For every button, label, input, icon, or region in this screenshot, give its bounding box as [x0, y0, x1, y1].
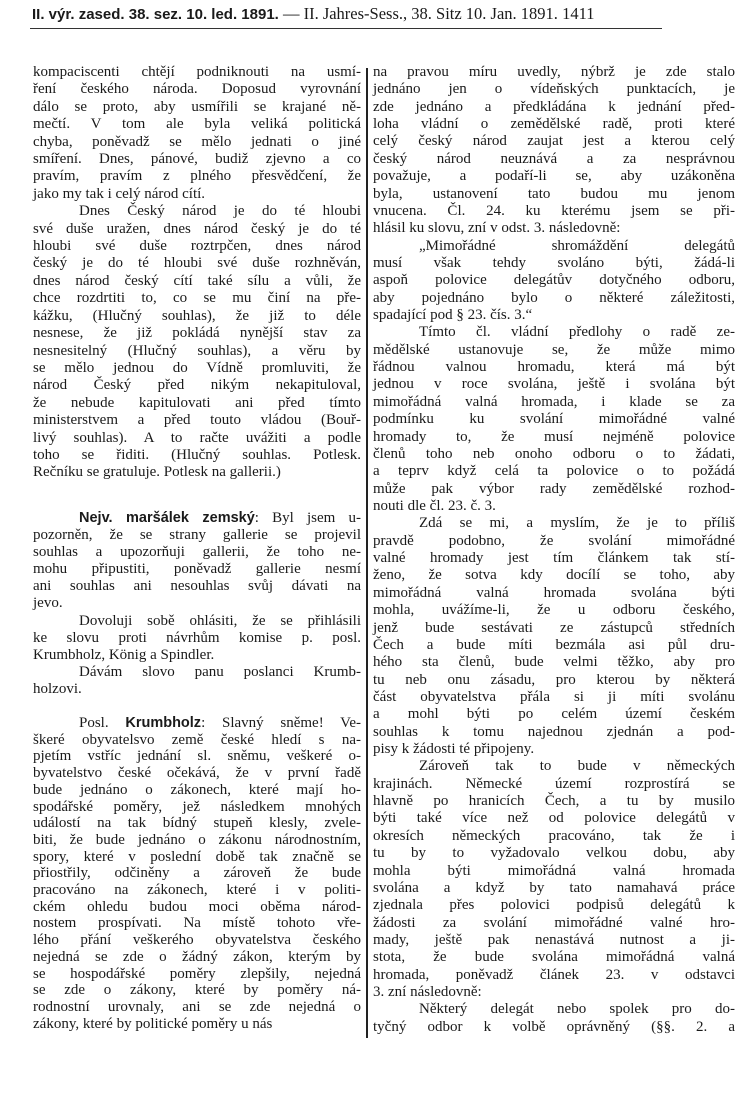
speaker-name: Nejv. maršálek zemský [79, 510, 255, 526]
text-line: mimořádná valná hromada svolána býti [373, 584, 735, 601]
text-line: zákony, které by politické poměry u nás [33, 1015, 273, 1032]
text-line: považuje, a podaří-li se, aby uzákoněna [373, 168, 735, 185]
text-line: 3. zní následovně: [373, 984, 482, 1001]
text-line: ani souhlas ani nesouhlas svůj dávati na [33, 578, 361, 595]
text-line: Tímto čl. vládní předlohy o radě ze- [419, 324, 735, 341]
text-line: že nebude kapitulovati ani před tímto [33, 394, 361, 411]
text-line: toho se řiditi. (Hlučný souhlas. Potlesk. [33, 446, 361, 463]
paragraph [373, 1001, 735, 1036]
text-line: ke slovu proti návrhům komise p. posl. [33, 629, 361, 646]
text-line: dnes národ český cítí také sílu a vůli, že [33, 272, 361, 289]
text-line: lého přání veškerého obyvatelstva českého [33, 932, 361, 949]
text-line: Dnes Český národ je do té hloubi [79, 203, 361, 220]
header-czech: II. výr. zased. 38. sez. 10. led. 1891. [32, 6, 279, 23]
text-line: Krumbholz, König a Spindler. [33, 646, 215, 663]
text-line: nostem prospívati. Na místě tohoto vře- [33, 915, 361, 932]
text-line: jednáno jen o vídeňských punktacích, je [373, 81, 735, 98]
text-line: mohu připustiti, poněvadž gallerie nesmí [33, 561, 361, 578]
paragraph [33, 64, 361, 203]
text-line: mohla býti mimořádná valná hromada [373, 862, 735, 879]
text-line: se hospodářské poměry zlepšily, nejedná [33, 965, 361, 982]
text-line: škeré obyvatelsvo země české hledí s na- [33, 731, 361, 748]
left-column-section-a [33, 64, 361, 482]
text-line: aspoň polovice delegátův dotyčného odboru, [373, 272, 735, 289]
text-line: jenž bude sestávati ze zástupců středních [373, 619, 735, 636]
text-line: se mělo jednou do Vídně promluviti, že [33, 359, 361, 376]
text-line: ckém ohledu budou moci oběma národ- [33, 898, 361, 915]
text-line: ženo, že sotva kdy docílí se toho, aby [373, 567, 735, 584]
text-line: Rečníku se gratuluje. Potlesk na gallerii.) [33, 464, 281, 481]
text-line: a mohl býti po celém území českém [373, 706, 735, 723]
text-line: bude jednáno o zákonech, které mají ho- [33, 781, 361, 798]
text-line: aby pojednáno bylo o některé záležitosti, [373, 289, 735, 306]
text-line: tu by to vyžadovalo velkou dobu, aby [373, 845, 735, 862]
line-text: : Slavný sněme! Ve- [201, 715, 361, 731]
text-line: tyčný odbor k volbě oprávněný (§§. 2. a [373, 1018, 735, 1035]
text-line: ření českého národa. Doposud vyrovnání [33, 81, 361, 98]
text-line: musí však tehdy svoláno býti, žádá-li [373, 254, 735, 271]
text-line: řádnou valnou hromadu, která má být [373, 359, 735, 376]
text-line: zde jednáno a předkládána k jednání před- [373, 98, 735, 115]
text-line: souhlas a upozorňuji gallerii, že toho ne- [33, 544, 361, 561]
paragraph [373, 238, 735, 325]
paragraph [373, 515, 735, 758]
text-line: nesnesitelný (Hlučný souhlas), a věru by [33, 342, 361, 359]
text-line: hlásil ku slovu, zní v odst. 3. následovně: [373, 220, 621, 237]
speaker-prefix: Posl. [79, 715, 126, 731]
text-line: členů toho neb onoho odboru o to žádati, [373, 445, 735, 462]
text-line: nesnese, že již pokládá nynější stav za [33, 325, 361, 342]
paragraph [373, 758, 735, 1001]
text-line: český je do té hloubi své duše rozhněván, [33, 255, 361, 272]
text-line: nouti dle čl. 23. č. 3. [373, 497, 496, 514]
text-line: svolána a když by tato namahavá práce [373, 879, 735, 896]
text-line: kážku, (Hlučný souhlas), že již to déle [33, 307, 361, 324]
speaker-name: Krumbholz [125, 715, 202, 731]
text-line: přiostřily, odčiněny a zároveň že bude [33, 865, 361, 882]
paragraph [33, 510, 361, 613]
text-line: vnucena. Čl. 24. ku kterému jsem se při- [373, 202, 735, 219]
text-line: livý souhlas). A to račte uvážiti a podle [33, 429, 361, 446]
text-line: mohla, uvážíme-li, že u odboru českého, [373, 602, 735, 619]
text-line: spory, které v poslední době tak značně se [33, 848, 361, 865]
text-line: své duše uražen, dnes národ český je do té [33, 220, 361, 237]
text-line: hromady to, že musí nejméně polovice [373, 428, 735, 445]
text-line: část obyvatelstva přála si ji míti svolánu [373, 688, 735, 705]
line-text: : Byl jsem u- [254, 510, 361, 526]
paragraph [33, 664, 361, 698]
text-line: se zde o zákony, které by poměry ná- [33, 982, 361, 999]
text-line: spadající pod § 23. čís. 3.“ [373, 307, 533, 324]
paragraph [373, 64, 735, 238]
text-line: událostí na tak bídný stupeň klesly, zvele- [33, 815, 361, 832]
text-line: stota, že bude svolána mimořádná valná [373, 949, 735, 966]
text-line: mady, ještě pak nenastává nutnost a ji- [373, 931, 735, 948]
paragraph [33, 203, 361, 482]
text-line: Některý delegát nebo spolek pro do- [419, 1001, 735, 1018]
text-line: valné hromady jest tím článkem tak stí- [373, 550, 735, 567]
text-line: okresích německých pracováno, tak že i [373, 827, 735, 844]
text-line: loha vládní o zemědělské radě, proti které [373, 116, 735, 133]
text-line: jevo. [33, 595, 63, 612]
text-line: český národ neuznává a za nesprávnou [373, 150, 735, 167]
text-line: pisy k žádosti té připojeny. [373, 741, 535, 758]
text-line: jednou v roce svolána, ještě i svolána být [373, 376, 735, 393]
text-line: zjednala přes polovici podpisů delegátů k [373, 897, 735, 914]
running-header [32, 4, 722, 24]
text-line [33, 510, 361, 527]
text-line: rodnostní urovnaly, ani se zde nejedná o [33, 998, 361, 1015]
text-line: mimořádná valná hromada, i klade se za [373, 393, 735, 410]
header-rule [30, 28, 662, 29]
text-line: nejedná se zde o žádný zákon, kterým by [33, 948, 361, 965]
text-line: mědělské ustanovuje se, že může mimo [373, 341, 735, 358]
left-column-section-c [33, 715, 361, 1032]
text-line: jako my tak i celý národ cítí. [33, 185, 206, 202]
text-line: ministerstvem a před touto vládou (Bouř- [33, 412, 361, 429]
right-column [373, 64, 735, 1036]
text-line: hého sta členů, bude velmi těžko, aby pro [373, 654, 735, 671]
text-line: pravdě podobno, že svolání mimořádné [373, 532, 735, 549]
text-line: krajinách. Německé území rozprostírá se [373, 775, 735, 792]
paragraph [373, 324, 735, 515]
text-line: na pravou míru uvedly, nýbrž je zde stalo [373, 64, 735, 80]
text-line: a teprv když celá ta polovice o to požádá [373, 463, 735, 480]
text-line: podmínku ku svolání mimořádné valné [373, 411, 735, 428]
text-line: pracováno na zákonech, které i v politi- [33, 882, 361, 899]
text-line: holzovi. [33, 680, 82, 697]
text-line: Čech a bude míti bezmála asi půl dru- [373, 636, 735, 653]
header-german: — II. Jahres-Sess., 38. Sitz 10. Jan. 1891. [282, 4, 558, 23]
text-line: kompaciscenti chtějí podniknouti na usmí- [33, 64, 361, 80]
text-line: pjetím vstříc jednání sl. sněmu, veškeré o- [33, 748, 361, 765]
text-line: celý český národ zaujat jest a kterou celý [373, 133, 735, 150]
text-line: chyba, poněvadž se mělo jednati o jiné [33, 133, 361, 150]
paragraph [33, 613, 361, 664]
text-line: hromada, poněvadž článek 23. v odstavci [373, 966, 735, 983]
text-line: tu neb onu zásadu, pro kterou by některá [373, 671, 735, 688]
text-line: chce rozdrtiti to, co se mu činí na pře- [33, 290, 361, 307]
text-line: býti také více než od polovice delegátů v [373, 810, 735, 827]
text-line: biti, že bude jednáno o zákonu národnostním, [33, 831, 361, 848]
text-line: národ Český před nikým nekapituloval, [33, 377, 361, 394]
text-line: žádosti za svolání mimořádné valné hro- [373, 914, 735, 931]
paragraph [33, 715, 361, 1032]
text-line: Zdá se mi, a myslím, že je to příliš [419, 515, 735, 532]
text-line: může pak výbor rady zemědělské rozhod- [373, 480, 735, 497]
text-line: smíření. Dnes, pánové, budiž zjevno a co [33, 151, 361, 168]
text-line: byvatelstvo české očekává, že v první řadě [33, 765, 361, 782]
text-line: souhlas k tomu najednou zjednán a pod- [373, 723, 735, 740]
text-line: byla, ustanovení tato budou mu jenom [373, 185, 735, 202]
text-line: Dávám slovo panu poslanci Krumb- [79, 663, 361, 680]
left-column-section-b [33, 510, 361, 698]
text-line: hloubi své duše roztrpčen, dnes národ [33, 238, 361, 255]
text-line: dálo se proto, aby usmířili se krajané ně- [33, 98, 361, 115]
text-line [33, 715, 361, 732]
text-line: „Mimořádné shromáždění delegátů [419, 237, 735, 254]
text-line: Dovoluji sobě ohlásiti, že se přihlásili [79, 612, 361, 629]
page-number: 1411 [562, 4, 595, 23]
text-line: pozorněn, že se strany gallerie se projevil [33, 527, 361, 544]
column-divider [366, 68, 368, 1038]
text-line: Zároveň tak to bude v německých [419, 758, 735, 775]
text-line: hlavně po hranicích Čech, a tu by musilo [373, 793, 735, 810]
text-line: spodářské poměry, jež následkem mnohých [33, 798, 361, 815]
text-line: mečtí. V tom ale byla veliká politická [33, 116, 361, 133]
text-line: pravím, pravím z plného přesvědčení, že [33, 168, 361, 185]
